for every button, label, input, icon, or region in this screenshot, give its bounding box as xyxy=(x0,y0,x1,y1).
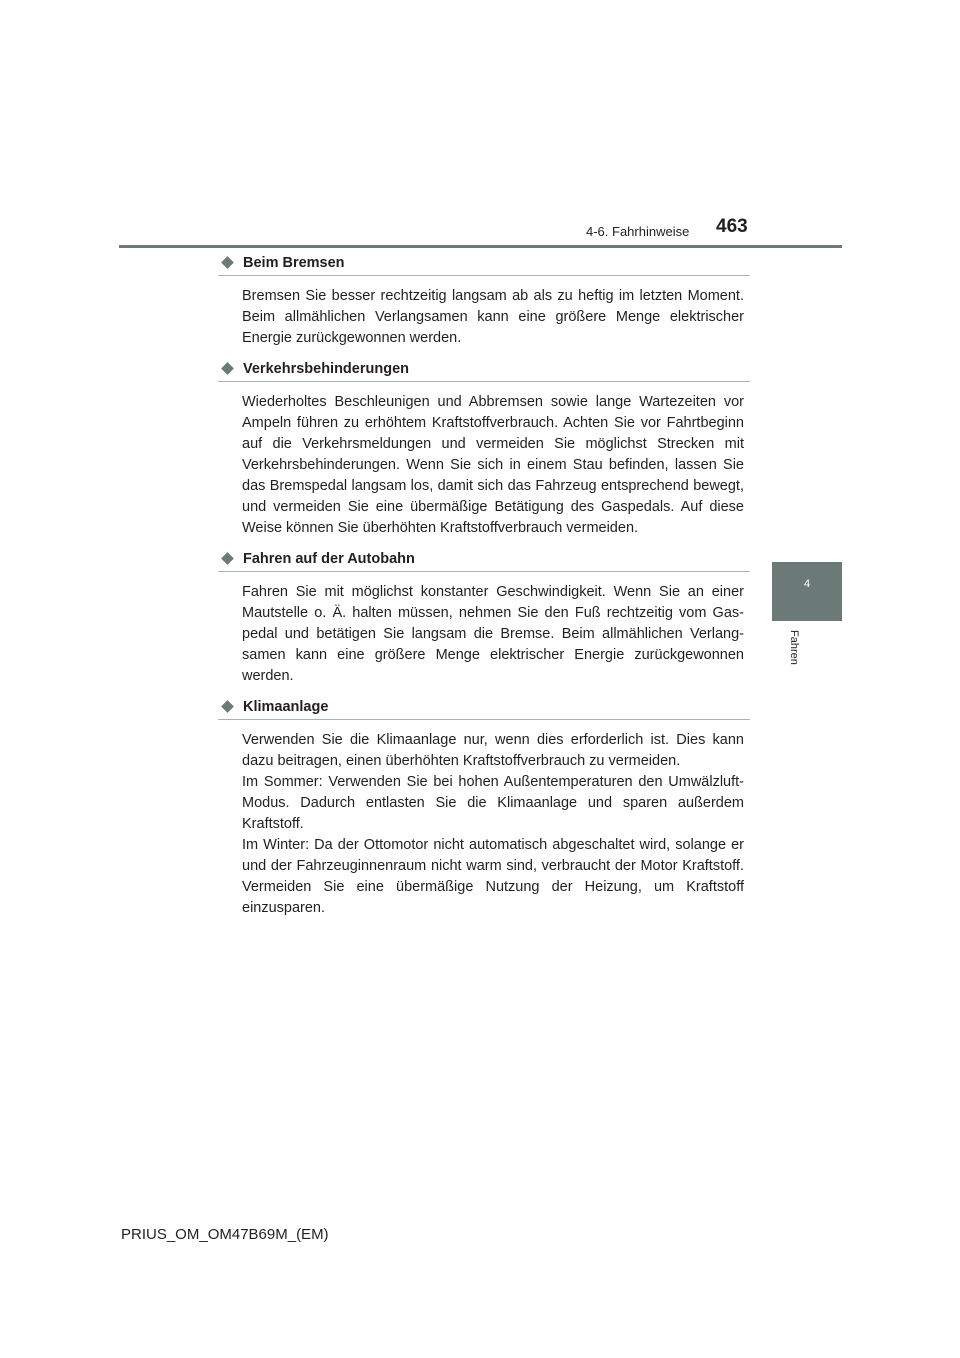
section-body xyxy=(218,730,744,919)
diamond-bullet-icon xyxy=(222,553,234,565)
section-body xyxy=(218,582,744,687)
chapter-label: Fahren xyxy=(788,630,800,665)
section-heading xyxy=(218,549,750,572)
diamond-bullet-icon xyxy=(222,257,234,269)
main-content xyxy=(218,253,750,929)
section-heading xyxy=(218,253,750,276)
chapter-number: 4 xyxy=(803,578,811,590)
section-highway-driving xyxy=(218,549,750,687)
paragraph: Fahren Sie mit möglichst konstanter Geschwindigkeit. Wenn Sie an einer Mautstelle o. Ä. halten müssen, nehmen Sie den Fuß rechtzeitig vom Gaspedal und betätigen Sie langsam die Bremse. Beim allmählichen Verlangsamen kann eine größere Menge elektrischer Energie zurückgewonnen werden. xyxy=(242,584,744,684)
section-air-conditioning xyxy=(218,697,750,919)
section-heading xyxy=(218,697,750,720)
diamond-bullet-icon xyxy=(222,701,234,713)
diamond-bullet-icon xyxy=(222,363,234,375)
section-body xyxy=(218,286,744,349)
page-number: 463 xyxy=(716,216,748,237)
header-divider xyxy=(119,245,842,248)
chapter-tab[interactable] xyxy=(772,562,842,621)
section-body xyxy=(218,392,744,539)
section-title: Klimaanlage xyxy=(243,699,329,715)
paragraph: Wiederholtes Beschleunigen und Abbremsen sowie lange Wartezeiten vor Ampeln führen zu erhöhtem Kraftstoffverbrauch. Achten Sie vor Fahrtbeginn auf die Verkehrsmeldungen und vermeiden Sie möglichst Strecken mit Verkehrsbehinderungen. Wenn Sie sich in einem Stau befinden, lassen Sie das Bremspedal langsam los, damit sich das Fahrzeug entsprechend bewegt, und vermeiden Sie eine übermäßige Betätigung des Gaspedals. Auf diese Weise können Sie überhöhten Kraftstoffverbrauch vermeiden. xyxy=(242,394,744,536)
section-braking xyxy=(218,253,750,349)
header-section-label: 4-6. Fahrhinweise xyxy=(586,224,690,239)
document-code: PRIUS_OM_OM47B69M_(EM) xyxy=(121,1226,329,1243)
section-title: Verkehrsbehinderungen xyxy=(243,361,409,377)
paragraph: Verwenden Sie die Klimaanlage nur, wenn dies erforderlich ist. Dies kann dazu beitragen, einen überhöhten Kraftstoffverbrauch zu vermeiden. xyxy=(242,732,744,769)
paragraph: Bremsen Sie besser rechtzeitig langsam ab als zu heftig im letzten Moment. Beim allmählichen Verlangsamen kann eine größere Menge elektrischer Energie zurückgewonnen werden. xyxy=(242,288,744,346)
section-title: Fahren auf der Autobahn xyxy=(243,551,415,567)
paragraph: Im Winter: Da der Ottomotor nicht automatisch abgeschaltet wird, solange er und der Fahrzeuginnenraum nicht warm sind, verbraucht der Motor Kraftstoff. Vermeiden Sie eine übermäßige Nutzung der Heizung, um Kraftstoff einzusparen. xyxy=(242,837,744,916)
section-traffic-obstructions xyxy=(218,359,750,539)
section-heading xyxy=(218,359,750,382)
paragraph: Im Sommer: Verwenden Sie bei hohen Außentemperaturen den Umwälzluft-Modus. Dadurch entlasten Sie die Klimaanlage und sparen außerdem Kraftstoff. xyxy=(242,774,744,832)
section-title: Beim Bremsen xyxy=(243,255,345,271)
